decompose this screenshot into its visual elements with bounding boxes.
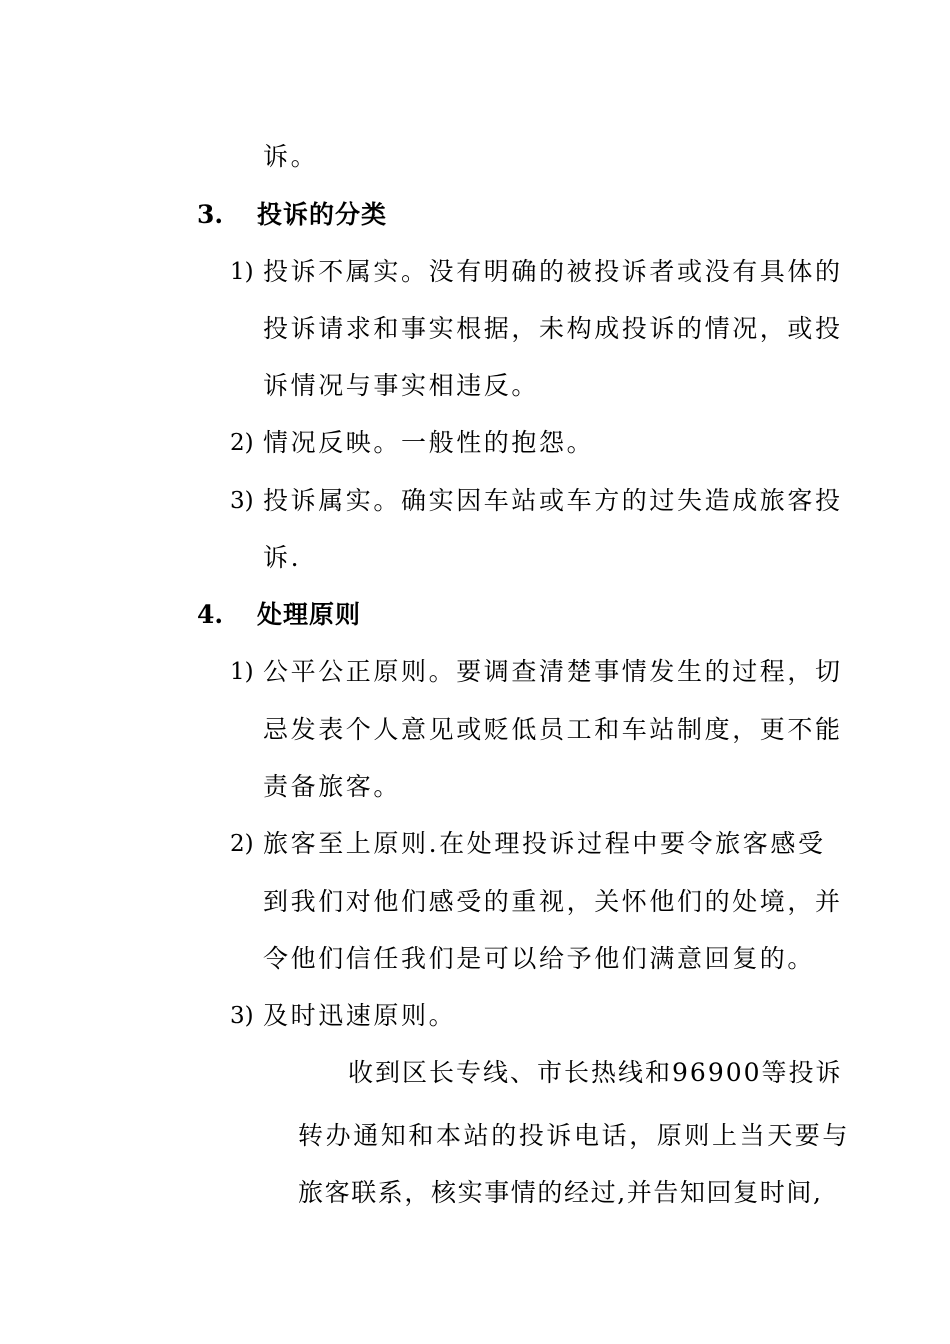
section-4-item-2-line-2: 到我们对他们感受的重视，关怀他们的处境，并 xyxy=(263,887,843,916)
section-3-title: 投诉的分类 xyxy=(257,200,388,229)
section-3-item-3-number: 3) xyxy=(230,488,254,514)
section-4-number: 4. xyxy=(197,600,224,629)
section-3-item-3-line-2: 诉. xyxy=(263,543,302,572)
section-3-item-1-line-3: 诉情况与事实相违反。 xyxy=(263,371,540,400)
section-3-item-3-line-1: 投诉属实。确实因车站或车方的过失造成旅客投 xyxy=(263,486,843,515)
section-4-paragraph-line-1: 收到区长专线、市长热线和96900等投诉 xyxy=(348,1058,843,1087)
section-4-item-3-line-1: 及时迅速原则。 xyxy=(263,1001,457,1030)
section-4-item-2-number: 2) xyxy=(230,831,254,857)
section-3-number: 3. xyxy=(197,200,224,229)
intro-continuation: 诉。 xyxy=(263,142,319,171)
section-4-item-1-line-3: 责备旅客。 xyxy=(263,772,402,801)
section-4-title: 处理原则 xyxy=(257,600,362,629)
section-4-item-2-line-3: 令他们信任我们是可以给予他们满意回复的。 xyxy=(263,944,816,973)
section-3-item-1-line-2: 投诉请求和事实根据，未构成投诉的情况，或投 xyxy=(263,314,843,343)
section-4-item-1-number: 1) xyxy=(230,659,254,685)
section-3-item-1-number: 1) xyxy=(230,259,254,285)
section-4-item-1-line-2: 忌发表个人意见或贬低员工和车站制度，更不能 xyxy=(263,715,843,744)
section-3-item-2-line-1: 情况反映。一般性的抱怨。 xyxy=(263,428,595,457)
section-3-item-2-number: 2) xyxy=(230,430,254,456)
section-4-item-3-number: 3) xyxy=(230,1003,254,1029)
section-4-item-2-line-1: 旅客至上原则.在处理投诉过程中要令旅客感受 xyxy=(263,829,826,858)
section-4-item-1-line-1: 公平公正原则。要调查清楚事情发生的过程，切 xyxy=(263,657,843,686)
section-4-paragraph-line-2: 转办通知和本站的投诉电话，原则上当天要与 xyxy=(298,1121,851,1150)
section-4-paragraph-line-3: 旅客联系，核实事情的经过,并告知回复时间, xyxy=(298,1178,823,1207)
section-3-item-1-line-1: 投诉不属实。没有明确的被投诉者或没有具体的 xyxy=(263,257,843,286)
